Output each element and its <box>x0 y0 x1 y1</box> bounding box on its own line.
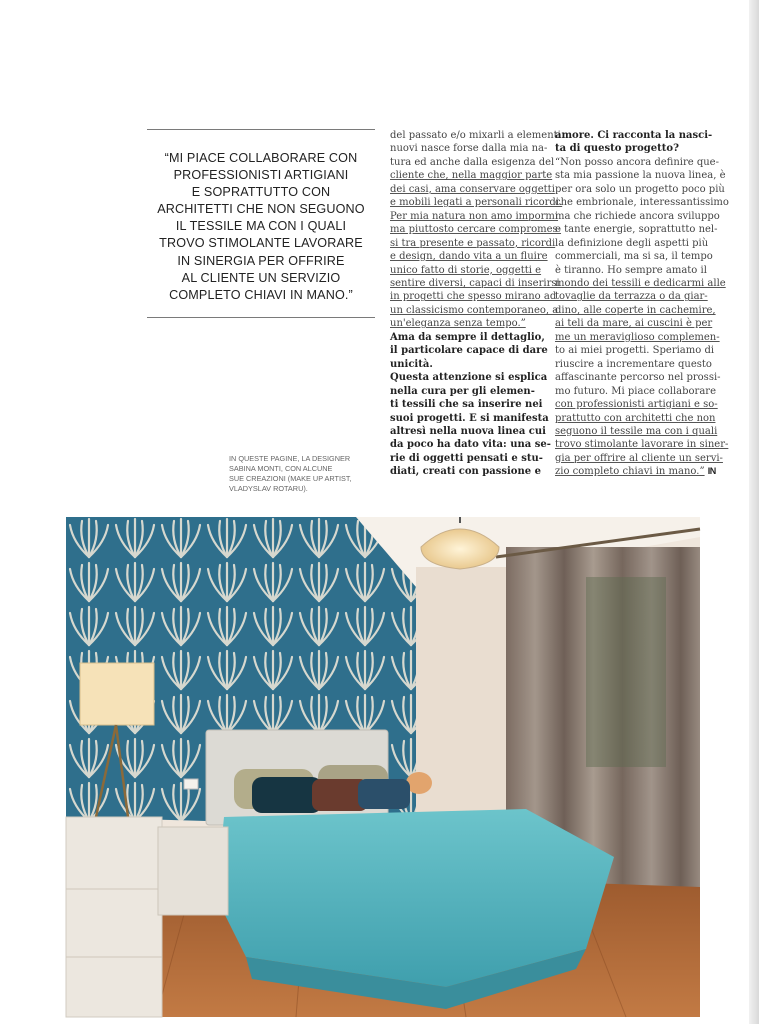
body-text-line <box>390 142 548 155</box>
body-text-line <box>555 331 720 344</box>
body-text: diati, creati con passione e <box>390 466 541 478</box>
pillow-patterned <box>358 779 410 809</box>
body-text: “Non posso ancora definire que- <box>555 156 719 168</box>
body-text: con professionisti artigiani e so- <box>555 399 718 411</box>
pull-quote-line: ARCHITETTI CHE NON SEGUONO <box>157 202 365 217</box>
pull-quote-line: IN SINERGIA PER OFFRIRE <box>177 253 345 268</box>
body-text-line <box>390 223 562 236</box>
body-text: altresì nella nuova linea cui <box>390 425 546 437</box>
body-text: ma che richiede ancora sviluppo <box>555 210 720 222</box>
body-text-line <box>555 196 729 209</box>
body-text-line <box>390 237 556 250</box>
nightstand <box>158 827 228 915</box>
caption-line: SUE CREAZIONI (MAKE UP ARTIST, <box>229 474 352 483</box>
body-text-line <box>390 425 546 438</box>
dresser <box>66 817 162 1017</box>
body-text-line <box>390 371 548 384</box>
pull-quote-line: “MI PIACE COLLABORARE CON <box>164 151 358 165</box>
body-text: si tra presente e passato, ricordi <box>390 237 556 249</box>
pull-quote-line: AL CLIENTE UN SERVIZIO <box>181 270 341 285</box>
body-text: la definizione degli aspetti più <box>555 237 709 249</box>
body-text-line <box>390 169 553 182</box>
body-text-line <box>555 385 716 398</box>
body-text: Ama da sempre il dettaglio, <box>390 331 545 343</box>
photo-caption <box>229 454 359 494</box>
body-text: sentire diversi, capaci di inserirsi <box>390 277 560 289</box>
floor-lamp-shade <box>80 663 154 725</box>
body-text-line <box>555 169 726 182</box>
body-text: per ora solo un progetto poco più <box>555 183 725 195</box>
pull-quote <box>150 150 372 304</box>
body-text: dino, alle coperte in cachemire, <box>555 304 716 316</box>
body-text: tura ed anche dalla esigenza del <box>390 156 555 168</box>
body-text: ti tessili che sa inserire nei <box>390 399 543 411</box>
body-text-line <box>390 398 543 411</box>
page-edge <box>749 0 759 1024</box>
body-text-line <box>555 264 707 277</box>
body-text: dei casi, ama conservare oggetti <box>390 183 555 195</box>
body-text-line <box>555 425 718 438</box>
body-text-line <box>555 142 707 155</box>
body-text-line <box>555 317 713 330</box>
pull-quote-line: IL TESSILE MA CON I QUALI <box>175 219 347 234</box>
body-text-line <box>555 344 715 357</box>
pull-quote-line: PROFESSIONISTI ARTIGIANI <box>173 168 349 183</box>
body-text-line <box>555 183 725 196</box>
body-text-line <box>390 156 555 169</box>
body-text: me un meraviglioso complemen- <box>555 331 720 343</box>
body-column-1 <box>390 129 563 479</box>
body-text-line <box>390 277 560 290</box>
body-text: zio completo chiavi in mano.” <box>555 466 705 478</box>
body-text-line <box>555 358 712 371</box>
bedroom-illustration <box>66 517 700 1017</box>
body-text: e tante energie, soprattutto nel- <box>555 224 718 236</box>
body-text-line <box>390 210 559 223</box>
body-text-line <box>555 129 713 142</box>
body-text: suoi progetti. E si manifesta <box>390 412 549 424</box>
body-text: amore. Ci racconta la nasci- <box>555 130 713 141</box>
body-text-line <box>390 385 543 398</box>
end-mark: IN <box>707 466 716 477</box>
body-text-line <box>555 304 716 317</box>
bedroom-photo <box>66 517 700 1017</box>
body-text-line <box>390 465 543 478</box>
body-text: tovaglie da terrazza o da giar- <box>555 291 708 303</box>
body-text-line <box>390 183 555 196</box>
body-text: sta mia passione la nuova linea, è <box>555 170 726 182</box>
body-text-line <box>390 358 543 371</box>
body-text-line <box>390 196 563 209</box>
body-text: ai teli da mare, ai cuscini è per <box>555 318 713 330</box>
body-text: un classicismo contemporaneo, a <box>390 304 559 316</box>
body-text: nuovi nasce forse dalla mia na- <box>390 143 548 155</box>
body-text: trovo stimolante lavorare in siner- <box>555 439 729 451</box>
body-text-line <box>555 277 726 290</box>
body-text-line <box>555 465 716 478</box>
body-text: ta di questo progetto? <box>555 143 679 155</box>
body-text: e mobili legati a personali ricordi. <box>390 197 563 209</box>
body-text: Per mia natura non amo impormi <box>390 210 559 222</box>
body-text-line <box>555 438 729 451</box>
body-text: ma piuttosto cercare compromes- <box>390 224 562 236</box>
body-column-2 <box>555 129 729 479</box>
body-text: gia per offrire al cliente un servi- <box>555 452 723 464</box>
pull-quote-bottom-rule <box>147 317 375 318</box>
body-text: da poco ha dato vita: una se- <box>390 439 551 451</box>
body-text-line <box>390 331 543 344</box>
body-text-line <box>555 210 720 223</box>
body-text: del passato e/o mixarli a elementi <box>390 130 561 141</box>
body-text: e design, dando vita a un fluire <box>390 251 548 263</box>
body-text: prattutto con architetti che non <box>555 412 716 424</box>
pull-quote-top-rule <box>147 129 375 130</box>
body-text-line <box>555 398 718 411</box>
body-text: riuscire a incrementare questo <box>555 358 712 370</box>
body-text: unicità. <box>390 358 433 370</box>
body-text: unico fatto di storie, oggetti e <box>390 264 542 276</box>
body-text-line <box>555 371 721 384</box>
body-text-line <box>390 304 559 317</box>
body-text-line <box>390 264 543 277</box>
body-text: rie di oggetti pensati e stu- <box>390 452 543 464</box>
body-text-line <box>555 223 718 236</box>
body-text-line <box>390 412 549 425</box>
pillow-dark <box>252 777 322 813</box>
body-text-line <box>390 344 548 357</box>
caption-line: VLADYSLAV ROTARU). <box>229 484 308 493</box>
caption-line: SABINA MONTI, CON ALCUNE <box>229 464 333 473</box>
body-text-line <box>390 317 543 330</box>
caption-line: IN QUESTE PAGINE, LA DESIGNER <box>229 454 351 463</box>
body-text-line <box>390 438 551 451</box>
body-text-line <box>555 237 707 250</box>
body-text-line <box>390 250 548 263</box>
body-text: Questa attenzione si esplica <box>390 372 548 384</box>
body-text: commerciali, ma si sa, il tempo <box>555 251 713 263</box>
body-text-line <box>390 452 543 465</box>
body-text: seguono il tessile ma con i quali <box>555 425 718 437</box>
pull-quote-line: TROVO STIMOLANTE LAVORARE <box>159 236 363 251</box>
body-text: è tiranno. Ho sempre amato il <box>555 264 707 276</box>
body-text-line <box>555 412 716 425</box>
body-text-line <box>555 290 707 303</box>
body-text: che embrionale, interessantissimo <box>555 197 729 209</box>
body-text-line <box>390 290 557 303</box>
body-text: nella cura per gli elemen- <box>390 385 535 397</box>
body-text-line <box>555 250 713 263</box>
body-text: mo futuro. Mi piace collaborare <box>555 385 716 397</box>
pull-quote-line: COMPLETO CHIAVI IN MANO.” <box>169 287 353 302</box>
body-text-line <box>555 156 719 169</box>
pull-quote-line: E SOPRATTUTTO CON <box>191 185 331 200</box>
body-text: to ai miei progetti. Speriamo di <box>555 345 715 357</box>
body-text: un'eleganza senza tempo.” <box>390 318 526 330</box>
body-text: cliente che, nella maggior parte <box>390 170 553 182</box>
body-text: mondo dei tessili e dedicarmi alle <box>555 277 726 289</box>
body-text: in progetti che spesso mirano ad <box>390 291 557 303</box>
body-text: il particolare capace di dare <box>390 345 548 357</box>
body-text: affascinante percorso nel prossi- <box>555 372 721 384</box>
body-text-line <box>390 129 561 142</box>
body-text-line <box>555 452 723 465</box>
